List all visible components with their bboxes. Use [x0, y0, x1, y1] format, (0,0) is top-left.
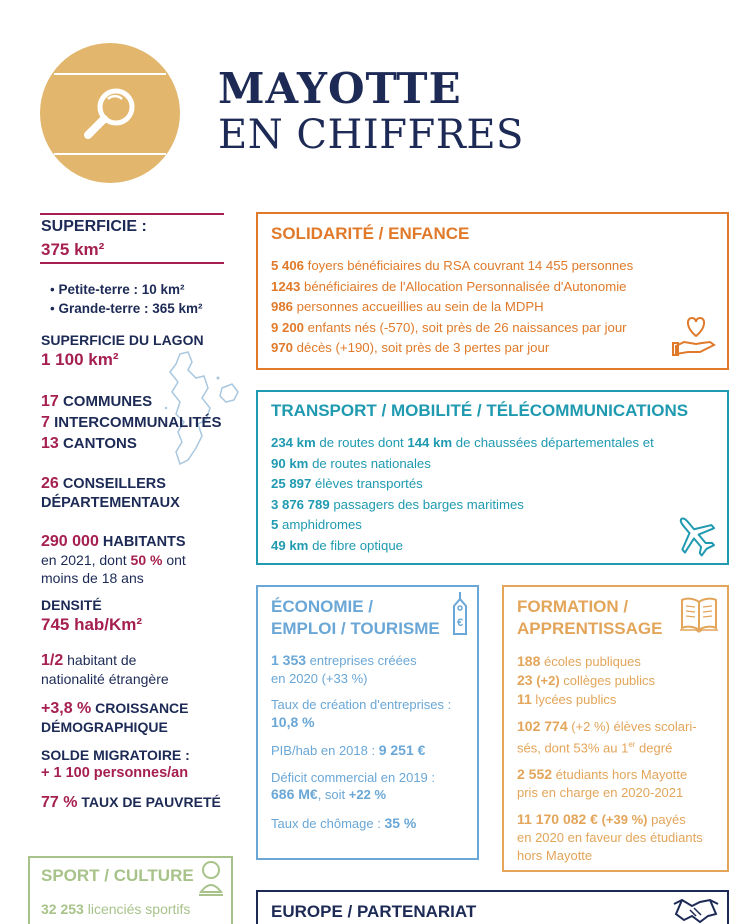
logo-bottom-line	[54, 153, 166, 155]
europe-title: EUROPE / PARTENARIAT	[271, 902, 477, 921]
list-item: Taux de création d'entreprises :	[271, 697, 452, 712]
list-item: 11 lycées publics	[517, 691, 617, 707]
formation-list: 188 écoles publiques 23 (+2) collèges publics 11 lycées publics 102 774 (+2 %) élèves scolari- sés, dont 53% au 1er degré 2 552 étudiants hors Mayotte pris en charge en 2020-2021 11 170 082 € (+39 %) payés en 2020 en faveur des étudiants hors Mayotte	[517, 653, 703, 864]
list-item: • Grande-terre : 365 km²	[50, 301, 203, 316]
densite-value: 745 hab/Km²	[41, 615, 143, 634]
formation-title: FORMATION / APPRENTISSAGE	[517, 597, 663, 638]
list-item: • Petite-terre : 10 km²	[50, 282, 185, 297]
sport-licencies: 32 253 licenciés sportifs	[41, 901, 191, 917]
rule-bottom	[40, 262, 224, 264]
croissance-block: +3,8 % CROISSANCE DÉMOGRAPHIQUE	[41, 700, 189, 735]
bust-statue-icon	[195, 858, 227, 898]
heart-hand-icon	[672, 312, 718, 360]
list-item: 11 170 082 € (+39 %) payés	[517, 811, 686, 828]
migratoire-value: + 1 100 personnes/an	[41, 765, 189, 781]
handshake-icon	[672, 896, 720, 924]
transport-list	[271, 433, 654, 556]
logo-top-line	[54, 73, 166, 75]
list-item: 234 km de routes dont 144 km de chaussées départementales et	[271, 435, 654, 450]
list-item: 970 décès (+190), soit près de 3 pertes par jour	[271, 340, 550, 355]
magnifier-icon	[78, 81, 142, 145]
list-item: 49 km de fibre optique	[271, 537, 403, 553]
pauvrete-row: 77 % TAUX DE PAUVRETÉ	[41, 794, 221, 811]
lagon-label: SUPERFICIE DU LAGON	[41, 332, 204, 348]
list-item: Taux de chômage : 35 %	[271, 814, 417, 831]
list-item: 986 personnes accueillies au sein de la MDPH	[271, 299, 544, 314]
list-item: 1 353 entreprises créées	[271, 652, 417, 668]
list-item: 90 km de routes nationales	[271, 455, 431, 471]
sport-title: SPORT / CULTURE	[41, 866, 194, 885]
list-item: 9 200 enfants nés (-570), soit près de 26 naissances par jour	[271, 319, 627, 335]
list-item: 3 876 789 passagers des barges maritimes	[271, 496, 524, 512]
list-item: 23 (+2) collèges publics	[517, 672, 656, 688]
superficie-list	[50, 280, 203, 318]
admin-counts	[41, 391, 222, 454]
densite-label: DENSITÉ	[41, 597, 102, 613]
page-subtitle: EN CHIFFRES	[218, 112, 524, 158]
intercos-row: 7 INTERCOMMUNALITÉS	[41, 414, 222, 431]
list-item: 5 406 foyers bénéficiaires du RSA couvrant 14 455 personnes	[271, 258, 634, 273]
logo-circle	[40, 43, 180, 183]
conseillers-block: 26 CONSEILLERS DÉPARTEMENTAUX	[41, 475, 180, 511]
svg-text:€: €	[456, 617, 464, 629]
etranger-block: 1/2 habitant de nationalité étrangère	[41, 652, 169, 687]
list-item: 188 écoles publiques	[517, 653, 641, 669]
list-item: 25 897 élèves transportés	[271, 476, 423, 491]
rule-top	[40, 213, 224, 215]
list-item: PIB/hab en 2018 : 9 251 €	[271, 742, 426, 758]
economie-list: 1 353 entreprises créées en 2020 (+33 %) Taux de création d'entreprises : 10,8 % PIB/hab en 2018 : 9 251 € Déficit commercial en 2019 : 686 M€, soit +22 % Taux de chômage : 35 %	[271, 652, 452, 831]
list-item: 1243 bénéficiaires de l'Allocation Personnalisée d'Autonomie	[271, 278, 627, 294]
list-item: 2 552 étudiants hors Mayotte	[517, 766, 688, 783]
list-item: 102 774 (+2 %) élèves scolari-	[517, 718, 697, 734]
economie-title: ÉCONOMIE / EMPLOI / TOURISME	[271, 597, 440, 638]
communes-row: 17 COMMUNES	[41, 393, 153, 410]
cantons-row: 13 CANTONS	[41, 435, 137, 452]
open-book-icon	[678, 594, 720, 634]
solidarite-title: SOLIDARITÉ / ENFANCE	[271, 224, 470, 243]
airplane-icon	[672, 512, 718, 558]
list-item: 5 amphidromes	[271, 517, 362, 532]
list-item: Déficit commercial en 2019 :	[271, 769, 436, 785]
migratoire-label: SOLDE MIGRATOIRE :	[41, 747, 190, 763]
transport-title: TRANSPORT / MOBILITÉ / TÉLÉCOMMUNICATIONS	[271, 401, 689, 420]
superficie-label: SUPERFICIE :	[41, 218, 147, 235]
superficie-value: 375 km²	[41, 240, 105, 259]
habitants-block: 290 000 HABITANTS en 2021, dont 50 % ont moins de 18 ans	[41, 533, 186, 586]
page-title: MAYOTTE	[218, 64, 462, 113]
solidarite-list	[271, 256, 633, 359]
lagon-value: 1 100 km²	[41, 350, 119, 369]
price-tag-euro-icon	[446, 590, 474, 640]
